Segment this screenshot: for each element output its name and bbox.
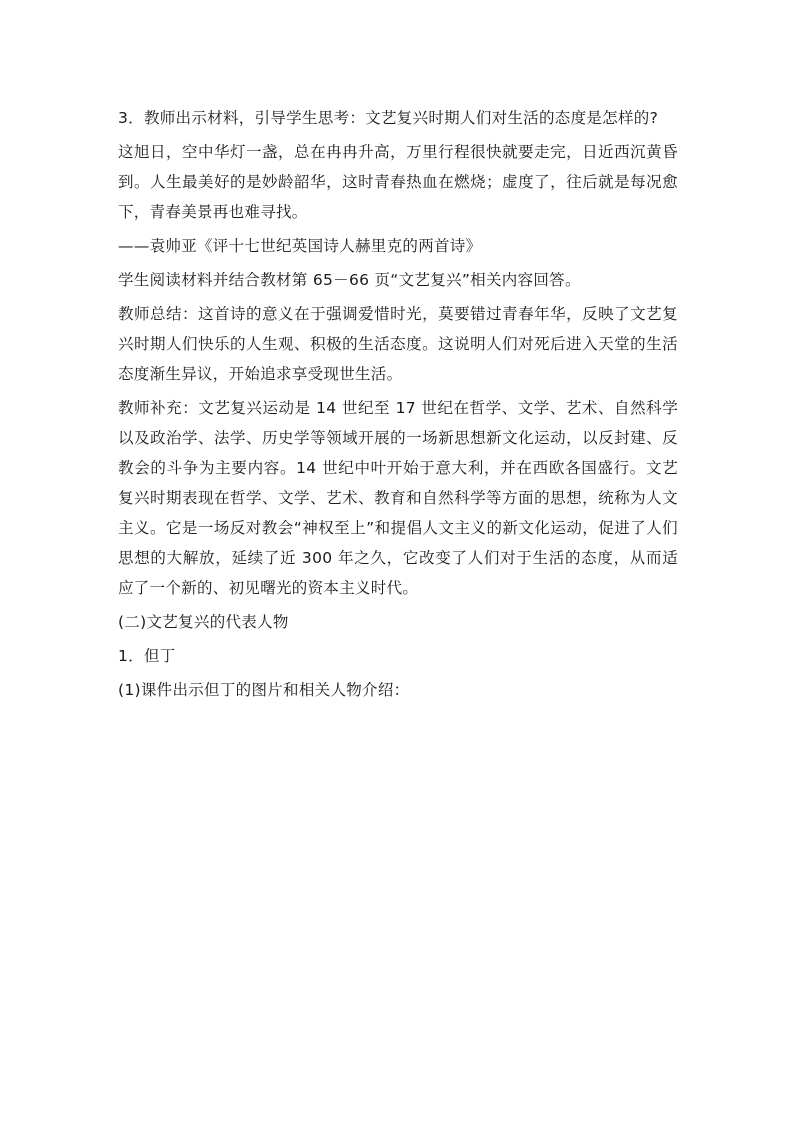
section-heading: (二)文艺复兴的代表人物 (118, 613, 289, 631)
poem-paragraph: 这旭日，空中华灯一盏，总在冉冉升高，万里行程很快就要走完，日近西沉黄昏到。人生最美好的是妙龄韶华，这时青春热血在燃烧；虚度了，往后就是每况愈下，青春美景再也难寻找。 (118, 143, 678, 221)
question-paragraph: 3．教师出示材料，引导学生思考：文艺复兴时期人们对生活的态度是怎样的? (118, 109, 659, 127)
document-body (118, 103, 678, 705)
subsection-heading: 1．但丁 (118, 647, 176, 665)
teacher-supplement-paragraph: 教师补充：文艺复兴运动是 14 世纪至 17 世纪在哲学、文学、艺术、自然科学以及政治学、法学、历史学等领域开展的一场新思想新文化运动，以反封建、反教会的斗争为主要内容。14 世纪中叶开始于意大利，并在西欧各国盛行。文艺复兴时期表现在哲学、文学、艺术、教育和自然科学等方面的思想，统称为人文主义。它是一场反对教会“神权至上”和提倡人文主义的新文化运动，促进了人们思想的大解放，延续了近 300 年之久，它改变了人们对于生活的态度，从而适应了一个新的、初见曙光的资本主义时代。 (118, 399, 678, 597)
courseware-paragraph: (1)课件出示但丁的图片和相关人物介绍： (118, 681, 410, 699)
poem-source: ——袁帅亚《评十七世纪英国诗人赫里克的两首诗》 (118, 237, 482, 255)
teacher-summary-paragraph: 教师总结：这首诗的意义在于强调爱惜时光，莫要错过青春年华，反映了文艺复兴时期人们快乐的人生观、积极的生活态度。这说明人们对死后进入天堂的生活态度渐生异议，开始追求享受现世生活。 (118, 305, 678, 383)
student-task-paragraph: 学生阅读材料并结合教材第 65－66 页“文艺复兴”相关内容回答。 (118, 271, 581, 289)
